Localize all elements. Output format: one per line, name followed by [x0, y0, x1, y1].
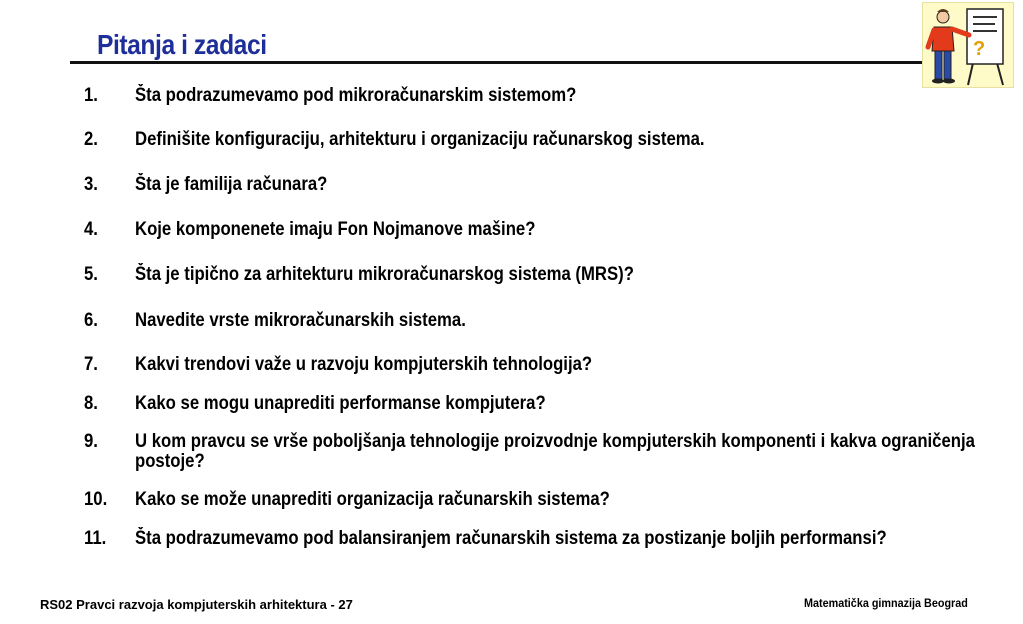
item-text: Šta podrazumevamo pod mikroračunarskim sistemom?	[135, 85, 577, 106]
item-number: 4.	[84, 219, 98, 240]
item-text: Šta je familija računara?	[135, 174, 328, 195]
slide-title: Pitanja i zadaci	[97, 29, 267, 60]
item-number: 8.	[84, 393, 98, 414]
item-text: Koje komponenete imaju Fon Nojmanove mašine?	[135, 219, 536, 240]
item-text: Kakvi trendovi važe u razvoju kompjuterskih tehnologija?	[135, 354, 593, 375]
item-number: 1.	[84, 85, 98, 106]
title-underline	[70, 61, 922, 64]
item-number: 5.	[84, 264, 98, 285]
item-number: 2.	[84, 129, 98, 150]
footer-slide-label: RS02 Pravci razvoja kompjuterskih arhitektura - 27	[40, 597, 353, 612]
item-text: Navedite vrste mikroračunarskih sistema.	[135, 310, 466, 331]
item-text: Šta podrazumevamo pod balansiranjem računarskih sistema za postizanje boljih performansi?	[135, 528, 887, 549]
item-text: Kako se mogu unaprediti performanse kompjutera?	[135, 393, 546, 414]
presenter-with-flipchart-icon	[923, 3, 1013, 87]
item-number: 3.	[84, 174, 98, 195]
item-text: Šta je tipično za arhitekturu mikroračunarskog sistema (MRS)?	[135, 264, 634, 285]
item-number: 11.	[84, 528, 107, 549]
item-number: 9.	[84, 431, 98, 452]
presenter-clipart	[922, 2, 1014, 88]
question-mark-glyph: ?	[973, 38, 986, 60]
item-number: 10.	[84, 489, 108, 510]
item-number: 6.	[84, 310, 98, 331]
item-number: 7.	[84, 354, 98, 375]
item-text: Definišite konfiguraciju, arhitekturu i organizaciju računarskog sistema.	[135, 129, 705, 150]
footer-school-name: Matematička gimnazija Beograd	[804, 596, 968, 610]
item-text: U kom pravcu se vrše poboljšanja tehnologije proizvodnje kompjuterskih komponenti i kakva ograničenja postoje?	[135, 431, 975, 472]
item-text: Kako se može unaprediti organizacija računarskih sistema?	[135, 489, 610, 510]
